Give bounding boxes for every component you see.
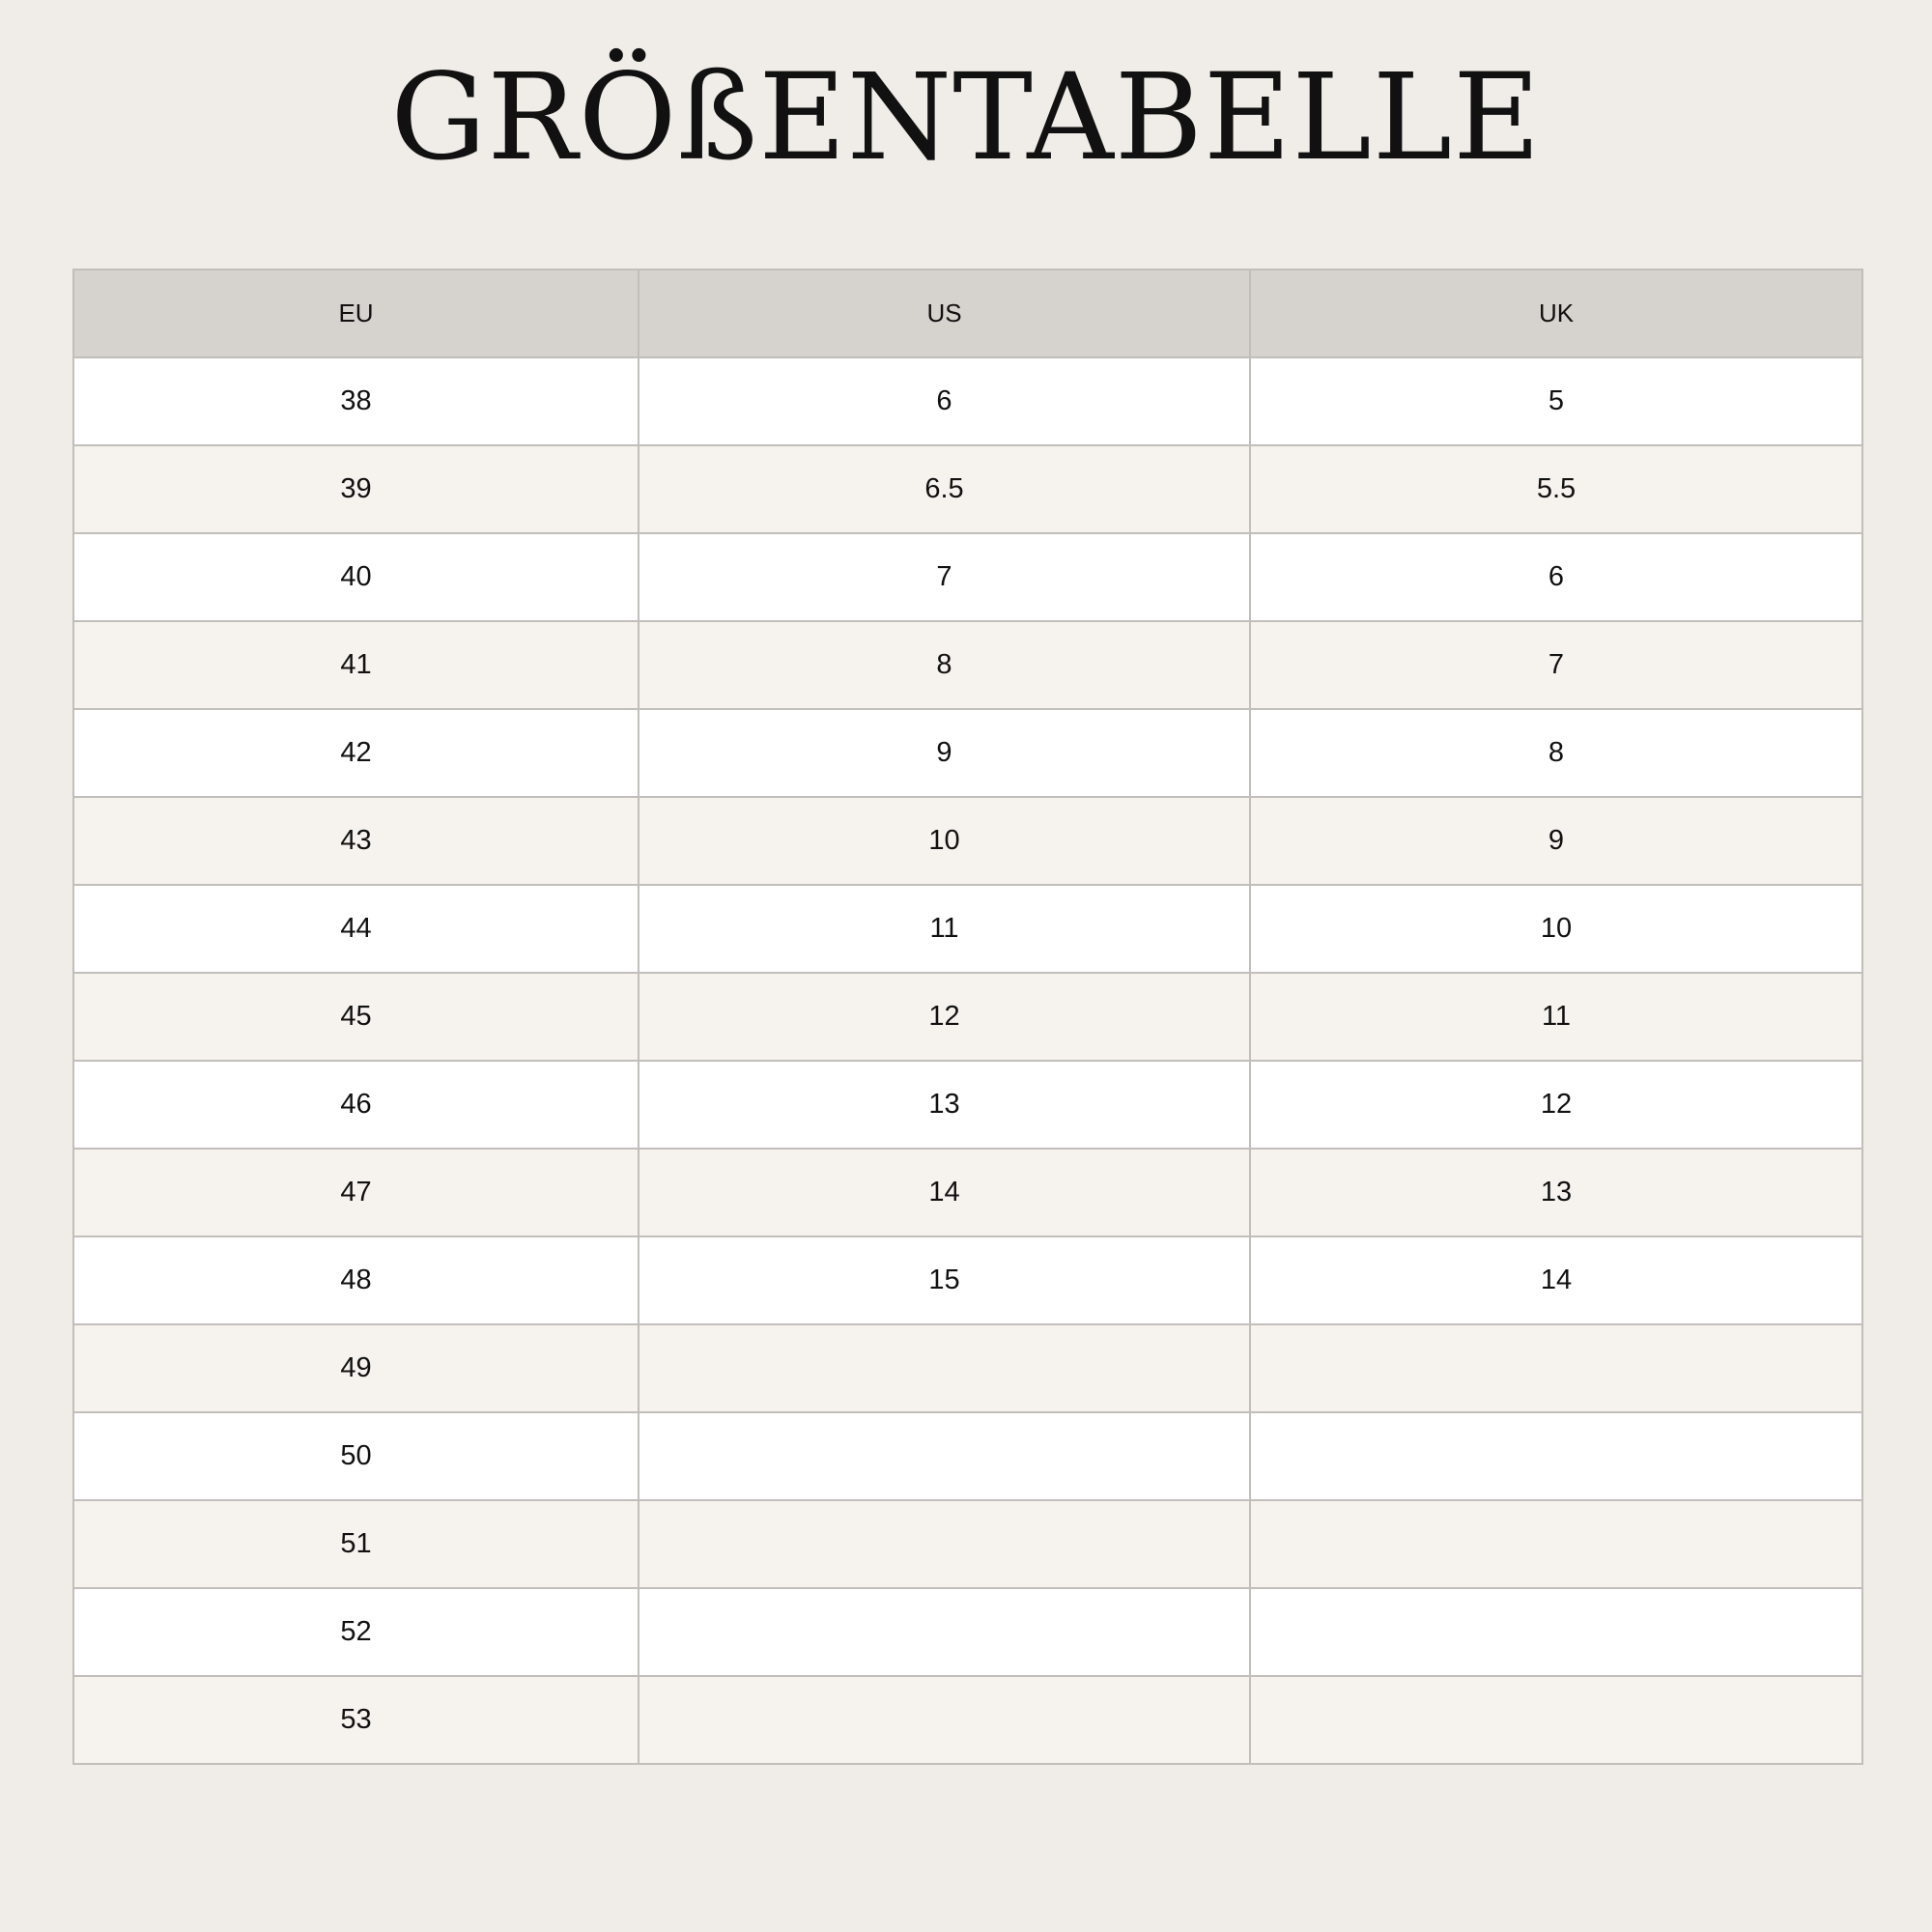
cell-us: 10 <box>639 797 1250 885</box>
table-row <box>73 1676 1862 1764</box>
cell-us: 12 <box>639 973 1250 1061</box>
cell-us <box>639 1324 1250 1412</box>
table-row <box>73 709 1862 797</box>
column-header-eu: EU <box>73 270 639 357</box>
cell-uk <box>1250 1676 1862 1764</box>
table-row <box>73 533 1862 621</box>
table-row <box>73 445 1862 533</box>
cell-us: 15 <box>639 1236 1250 1324</box>
table-row <box>73 1236 1862 1324</box>
column-header-us: US <box>639 270 1250 357</box>
cell-eu: 44 <box>73 885 639 973</box>
table-row <box>73 621 1862 709</box>
table-row <box>73 1500 1862 1588</box>
cell-uk: 8 <box>1250 709 1862 797</box>
cell-us: 9 <box>639 709 1250 797</box>
cell-us: 14 <box>639 1149 1250 1236</box>
cell-eu: 43 <box>73 797 639 885</box>
cell-uk <box>1250 1412 1862 1500</box>
cell-uk: 7 <box>1250 621 1862 709</box>
cell-us: 7 <box>639 533 1250 621</box>
table-row <box>73 1588 1862 1676</box>
cell-eu: 46 <box>73 1061 639 1149</box>
cell-eu: 41 <box>73 621 639 709</box>
cell-uk: 11 <box>1250 973 1862 1061</box>
table-row <box>73 797 1862 885</box>
cell-uk: 5 <box>1250 357 1862 445</box>
table-header-row <box>73 270 1862 357</box>
cell-eu: 39 <box>73 445 639 533</box>
cell-uk <box>1250 1324 1862 1412</box>
cell-uk: 14 <box>1250 1236 1862 1324</box>
cell-us <box>639 1676 1250 1764</box>
cell-us <box>639 1588 1250 1676</box>
cell-uk: 13 <box>1250 1149 1862 1236</box>
table-row <box>73 1149 1862 1236</box>
cell-eu: 50 <box>73 1412 639 1500</box>
cell-eu: 49 <box>73 1324 639 1412</box>
cell-uk: 6 <box>1250 533 1862 621</box>
cell-uk <box>1250 1500 1862 1588</box>
cell-eu: 53 <box>73 1676 639 1764</box>
table-row <box>73 1324 1862 1412</box>
page-title: GRÖßENTABELLE <box>390 48 1542 187</box>
table-row <box>73 357 1862 445</box>
table-row <box>73 885 1862 973</box>
cell-eu: 38 <box>73 357 639 445</box>
cell-uk: 5.5 <box>1250 445 1862 533</box>
cell-us <box>639 1500 1250 1588</box>
cell-eu: 40 <box>73 533 639 621</box>
cell-eu: 45 <box>73 973 639 1061</box>
cell-us: 6 <box>639 357 1250 445</box>
cell-us: 6.5 <box>639 445 1250 533</box>
cell-uk: 12 <box>1250 1061 1862 1149</box>
cell-uk <box>1250 1588 1862 1676</box>
cell-us: 8 <box>639 621 1250 709</box>
cell-us: 13 <box>639 1061 1250 1149</box>
cell-eu: 51 <box>73 1500 639 1588</box>
table-row <box>73 973 1862 1061</box>
cell-eu: 47 <box>73 1149 639 1236</box>
size-chart-table <box>72 269 1863 1765</box>
cell-uk: 10 <box>1250 885 1862 973</box>
cell-uk: 9 <box>1250 797 1862 885</box>
cell-us: 11 <box>639 885 1250 973</box>
cell-eu: 48 <box>73 1236 639 1324</box>
table-row <box>73 1412 1862 1500</box>
cell-eu: 42 <box>73 709 639 797</box>
column-header-uk: UK <box>1250 270 1862 357</box>
table-row <box>73 1061 1862 1149</box>
cell-eu: 52 <box>73 1588 639 1676</box>
cell-us <box>639 1412 1250 1500</box>
